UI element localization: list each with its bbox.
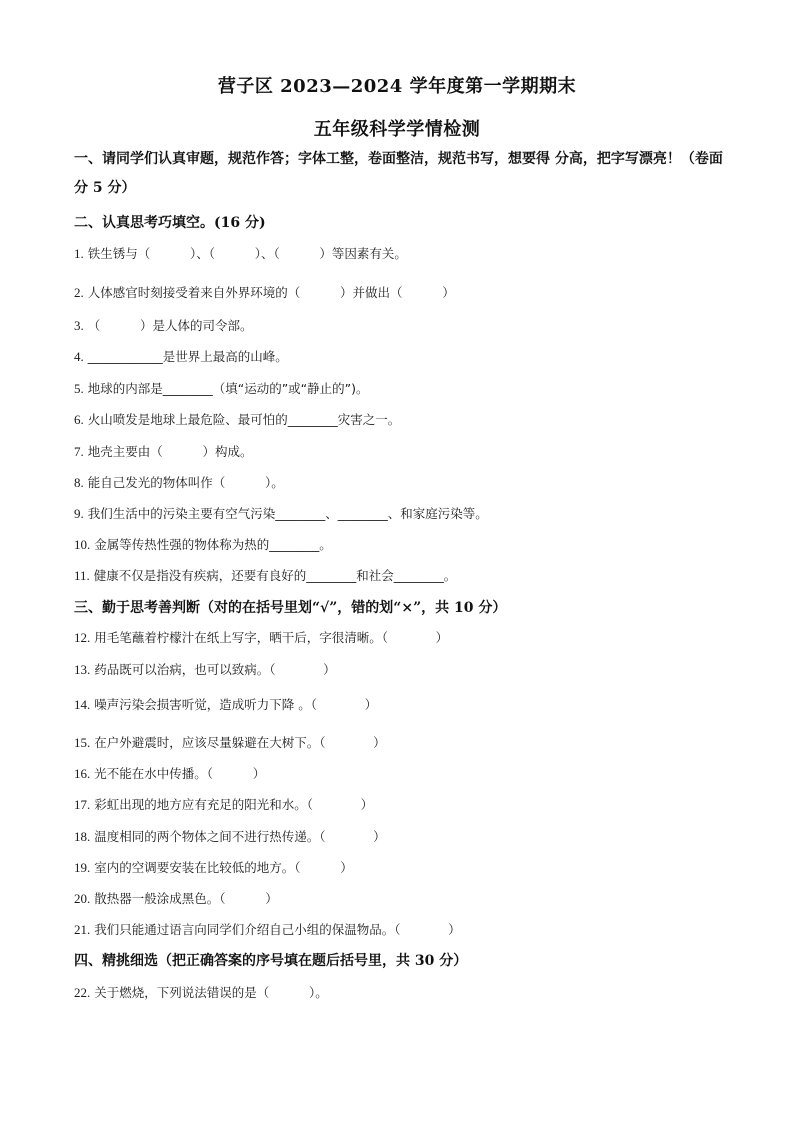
question-number: 19. [74, 860, 91, 875]
question-number: 22. [74, 985, 91, 1000]
question-number: 9. [74, 506, 84, 521]
question-item [74, 859, 353, 877]
question-text: 室内的空调要安装在比较低的地方。（ ） [90, 860, 353, 875]
question-number: 11. [74, 568, 90, 583]
exam-title: 营子区 2023—2024 学年度第一学期期末 [217, 76, 577, 97]
question-text: ____________是世界上最高的山峰。 [83, 349, 288, 364]
question-number: 21. [74, 922, 91, 937]
section-heading-2: 二、认真思考巧填空。(16 分) [74, 215, 266, 231]
question-text: 彩虹出现的地方应有充足的阳光和水。（ ） [90, 797, 374, 812]
question-item [74, 567, 456, 585]
question-text: 光不能在水中传播。（ ） [90, 766, 266, 781]
question-item [74, 505, 488, 523]
question-number: 5. [74, 381, 84, 396]
exam-subtitle: 五年级科学学情检测 [313, 119, 481, 140]
question-number: 13. [74, 662, 91, 677]
question-number: 20. [74, 891, 91, 906]
question-number: 2. [74, 285, 84, 300]
question-number: 1. [74, 246, 84, 261]
question-text: 人体感官时刻接受着来自外界环境的（ ）并做出（ ） [83, 285, 455, 300]
question-item [74, 284, 455, 302]
question-text: 我们生活中的污染主要有空气污染________、________、和家庭污染等。 [83, 506, 488, 521]
question-number: 10. [74, 537, 91, 552]
question-text: 金属等传热性强的物体称为热的________。 [90, 537, 332, 552]
question-number: 8. [74, 475, 84, 490]
section-heading-3: 三、勤于思考善判断（对的在括号里划“√”，错的划“×”，共 10 分） [74, 600, 507, 616]
question-number: 6. [74, 412, 84, 427]
question-item [74, 245, 407, 263]
question-item [74, 629, 448, 647]
question-item [74, 536, 332, 554]
question-text: 在户外避震时，应该尽量躲避在大树下。（ ） [90, 735, 386, 750]
question-number: 7. [74, 444, 84, 459]
question-number: 16. [74, 766, 91, 781]
question-item [74, 661, 336, 679]
section-heading-4: 四、精挑细选（把正确答案的序号填在题后括号里，共 30 分） [74, 953, 468, 969]
question-item [74, 443, 252, 461]
question-item [74, 890, 278, 908]
question-item [74, 796, 373, 814]
question-number: 12. [74, 630, 91, 645]
question-text: （ ）是人体的司令部。 [83, 318, 253, 333]
question-item [74, 380, 369, 398]
question-text: 我们只能通过语言向同学们介绍自己小组的保温物品。（ ） [90, 922, 461, 937]
question-text: 铁生锈与（ ）、（ ）、（ ）等因素有关。 [83, 246, 407, 261]
question-text: 用毛笔蘸着柠檬汁在纸上写字，晒干后，字很清晰。（ ） [90, 630, 449, 645]
question-item [74, 921, 461, 939]
question-item [74, 474, 284, 492]
question-text: 关于燃烧，下列说法错误的是（ ）。 [90, 985, 328, 1000]
question-text: 地球的内部是________（填“运动的”或“静止的”)。 [83, 381, 369, 396]
question-number: 3. [74, 318, 84, 333]
question-text: 能自己发光的物体叫作（ ）。 [83, 475, 284, 490]
question-number: 18. [74, 829, 91, 844]
question-item [74, 765, 265, 783]
question-text: 火山喷发是地球上最危险、最可怕的________灾害之一。 [83, 412, 401, 427]
question-item [74, 348, 288, 366]
question-number: 14. [74, 697, 91, 712]
question-item [74, 984, 328, 1002]
question-item [74, 317, 252, 335]
section-heading-1: 一、请同学们认真审题，规范作答；字体工整，卷面整洁，规范书写，想要得 分高，把字写漂亮！（卷面分 5 分） [74, 151, 723, 196]
question-text: 地壳主要由（ ）构成。 [83, 444, 253, 459]
question-item [74, 411, 400, 429]
question-text: 温度相同的两个物体之间不进行热传递。（ ） [90, 829, 386, 844]
question-text: 噪声污染会损害听觉，造成听力下降 。（ ） [90, 697, 378, 712]
question-number: 4. [74, 349, 84, 364]
question-item [74, 696, 377, 714]
question-item [74, 734, 386, 752]
question-item [74, 828, 386, 846]
question-text: 健康不仅是指没有疾病，还要有良好的________和社会________。 [89, 568, 457, 583]
question-text: 散热器一般涂成黑色。（ ） [90, 891, 278, 906]
question-number: 15. [74, 735, 91, 750]
question-text: 药品既可以治病，也可以致病。（ ） [90, 662, 336, 677]
question-number: 17. [74, 797, 91, 812]
